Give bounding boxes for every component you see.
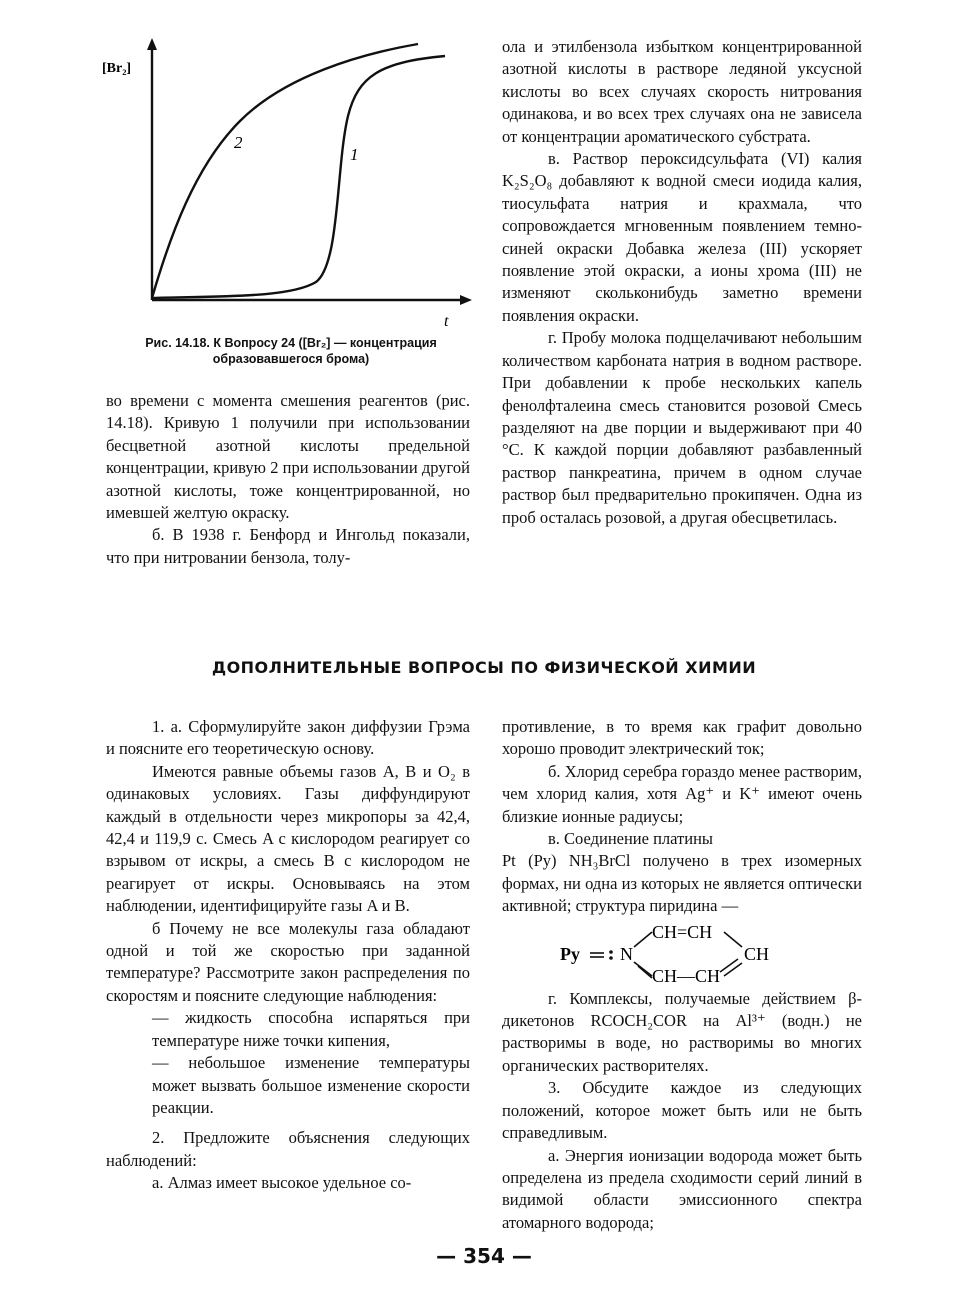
bromine-curves-plot — [100, 36, 480, 336]
n-atom: N — [620, 943, 633, 964]
ch-right: CH — [744, 943, 770, 964]
paragraph: 2. Предложите объяснения следующих наблюдений: — [106, 1128, 470, 1170]
paragraph: б Почему не все молекулы газа обладают одной и той же скоростью при заданной температуре? Рассмотрите закон распределения по скоростям и поясните следующие наблюдения: — [106, 918, 470, 1005]
paragraph: г. Пробу молока подщелачивают небольшим количеством карбоната натрия в водном растворе. При добавлении к пробе нескольких капель фенолфталеина смесь становится розовой Смесь разделяют на две порции и выдерживают при 40 °С. К каждой порции добавляют разбавленный раствор панкреатина, причем в одном случае раствор был предварительно прокипячен. Одна из проб осталась розовой, а другая обесцветилась. — [502, 328, 862, 527]
paragraph: б. В 1938 г. Бенфорд и Ингольд показали, что при нитровании бензола, толу- — [106, 525, 470, 567]
paragraph: Pt (Py) NH₃BrCl получено в трех изомерных формах, ни одна из которых не является оптически активной; структура пиридина — — [502, 851, 862, 916]
figure-14-18 — [100, 36, 480, 336]
figure-caption: Рис. 14.18. К Вопросу 24 ([Br₂] — концентрация образовавшегося брома) — [145, 336, 437, 366]
paragraph: — небольшое изменение температуры может вызвать большое изменение скорости реакции. — [152, 1053, 470, 1117]
paragraph: Имеются равные объемы газов A, B и O₂ в одинаковых условиях. Газы диффундируют каждый в отдельности через микропоры за 42,4, 42,4 и 119,9 с. Смесь A с кислородом реагирует со взрывом от искры, а смесь B с кислородом не реагирует от искры. Основываясь на этом наблюдении, идентифицируйте газы A и B. — [106, 761, 470, 916]
pyridine-formula — [502, 920, 862, 984]
paragraph: 1. а. Сформулируйте закон диффузии Грэма и поясните его теоретическую основу. — [106, 717, 470, 759]
ch-bottom: CH—CH — [652, 965, 721, 984]
paragraph: во времени с момента смешения реагентов (рис. 14.18). Кривую 1 получили при использовании бесцветной азотной кислоты предельной концентрации, кривую 2 при использовании другой азотной кислоты, тоже концентрированной, но имевшей желтую окраску. — [106, 391, 470, 523]
ch-top: CH=CH — [652, 921, 713, 942]
pyridine-structure — [502, 920, 862, 984]
y-axis-label: [Br₂] — [102, 61, 132, 76]
paragraph: а. Энергия ионизации водорода может быть определена из предела сходимости серий линий в видимой области эмиссионного спектра атомарного водорода; — [502, 1145, 862, 1232]
x-axis-label: t — [444, 313, 449, 330]
right-top-column — [502, 36, 862, 529]
section-heading: ДОПОЛНИТЕЛЬНЫЕ ВОПРОСЫ ПО ФИЗИЧЕСКОЙ ХИМИИ — [211, 658, 757, 677]
curve-2 — [152, 44, 418, 298]
paragraph: в. Соединение платины — [548, 829, 714, 849]
paragraph: 3. Обсудите каждое из следующих положений, которое может быть или не быть справедливым. — [502, 1078, 862, 1143]
left-top-column — [106, 390, 470, 569]
curve-1-label: 1 — [350, 145, 359, 164]
y-axis-arrow — [147, 38, 157, 50]
paragraph: ола и этилбензола избытком концентрированной азотной кислоты в растворе ледяной уксусной кислоты во всех случаях скорость нитрования одинакова, и во всех трех случаях она не зависела от концентрации ароматического субстрата. — [502, 37, 862, 146]
paragraph: а. Алмаз имеет высокое удельное со- — [152, 1173, 412, 1193]
x-axis-arrow — [460, 295, 472, 305]
curve-2-label: 2 — [234, 133, 243, 152]
paragraph: — жидкость способна испаряться при температуре ниже точки кипения, — [152, 1008, 470, 1050]
paragraph: б. Хлорид серебра гораздо менее растворим, чем хлорид калия, хотя Ag⁺ и K⁺ имеют очень близкие ионные радиусы; — [502, 761, 862, 826]
paragraph: в. Раствор пероксидсульфата (VI) калия K₂S₂O₈ добавляют к водной смеси иодида калия, тиосульфата натрия и крахмала, что сопровождается мгновенным появлением темно-синей окраски Добавка железа (III) ускоряет появление этой окраски, а ионы хрома (III) не изменяют скольконибудь заметно времени появления окраски. — [502, 149, 862, 325]
paragraph: противление, в то время как графит довольно хорошо проводит электрический ток; — [502, 717, 862, 759]
py-label: Py — [560, 943, 580, 964]
page-number: — 354 — — [436, 1244, 532, 1268]
paragraph: г. Комплексы, получаемые действием β-дикетонов RCOCH₂COR на Al³⁺ (водн.) не растворимы в воде, но растворимы во многих органических растворителях. — [502, 988, 862, 1075]
left-bottom-column — [106, 716, 470, 1195]
right-bottom-column — [502, 716, 862, 1234]
curve-1 — [152, 56, 445, 298]
